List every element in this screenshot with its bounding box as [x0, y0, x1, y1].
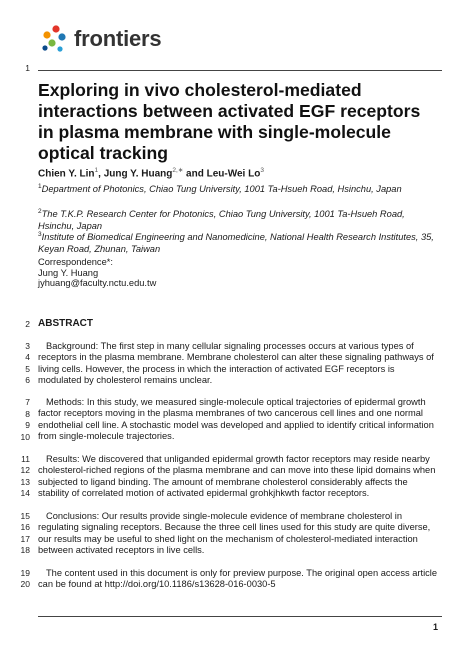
page-number: 1 [432, 622, 438, 632]
frontiers-logo [40, 22, 161, 56]
footer-rule [38, 616, 442, 617]
abstract-heading: ABSTRACT [38, 318, 93, 329]
line-number: 14 [20, 488, 30, 498]
affiliation-text: The T.K.P. Research Center for Photonics, Chiao Tung University, 1001 Ta-Hsueh Road, Hsinchu, Japan [38, 209, 405, 232]
paper-title: Exploring in vivo cholesterol-mediated interactions between activated EGF receptors in plasma membrane with single-molecule optical tracking [38, 80, 421, 163]
line-number: 7 [25, 397, 30, 407]
line-number: 6 [25, 375, 30, 385]
author-name: Leu-Wei Lo [206, 168, 261, 180]
line-number: 4 [25, 352, 30, 362]
abstract-background-text: Background: The first step in many cellular signaling processes occurs at various types of receptors in the plasma membrane. Membrane cholesterol can alter these signaling pathways of living cells. However, the process in which the interaction of activated EGF receptors is modulated by cholesterol remains unclear. [38, 341, 434, 386]
author-affil-mark: 1 [94, 167, 99, 174]
author-separator: , [98, 168, 104, 180]
abstract-conclusions [38, 511, 438, 557]
correspondence-block [38, 257, 156, 289]
affiliation-mark: 2 [38, 208, 42, 215]
preview-note [38, 568, 438, 591]
abstract-results-text: Results: We discovered that unliganded epidermal growth factor receptors may reside nearby cholesterol-riched regions of the plasma membrane and can move into these lipid domains when subjected to ligand binding. The amount of membrane cholesterol considerably affects the stability of correlated motion of activated epidermal grohkjhkwth factor receptors. [38, 454, 436, 499]
abstract-methods-text: Methods: In this study, we measured single-molecule optical trajectories of epidermal growth factor receptors moving in the plasma membranes of two cancerous cell lines and one normal endothelial cell line. A stochastic model was developed and applied to identify critical information from single-molecule trajectories. [38, 397, 434, 442]
affiliation [38, 229, 438, 255]
line-number: 12 [20, 465, 30, 475]
abstract-results [38, 454, 438, 500]
line-number: 18 [20, 545, 30, 555]
author-affil-mark: 3 [260, 167, 264, 174]
frontiers-dots-icon [40, 24, 70, 54]
line-number: 10 [20, 432, 30, 442]
line-number: 5 [25, 364, 30, 374]
author-name: Jung Y. Huang [103, 168, 173, 180]
logo-wordmark: frontiers [74, 26, 162, 51]
header-rule [38, 70, 442, 71]
correspondence-name: Jung Y. Huang [38, 267, 99, 278]
line-number: 9 [25, 420, 30, 430]
affiliation-mark: 3 [38, 231, 42, 238]
correspondence-email[interactable]: jyhuang@faculty.nctu.edu.tw [38, 278, 157, 288]
line-number: 11 [21, 454, 30, 464]
line-number: 8 [25, 409, 30, 419]
author-affil-mark: 2,∗ [172, 167, 184, 174]
line-number: 2 [25, 319, 30, 329]
author-separator: and [183, 168, 207, 180]
affiliation [38, 181, 438, 195]
author-list [38, 166, 264, 179]
line-number: 20 [20, 579, 30, 589]
line-number: 16 [20, 522, 30, 532]
line-number: 15 [20, 511, 30, 521]
affiliation-text: Institute of Biomedical Engineering and Nanomedicine, National Health Research Institutes, 35, Keyan Road, Zhunan, Taiwan [38, 232, 434, 255]
affiliation-text: Department of Photonics, Chiao Tung University, 1001 Ta-Hsueh Road, Hsinchu, Japan [41, 184, 402, 195]
preview-note-text: The content used in this document is only for preview purpose. The original open access article can be found at http://doi.org/10.1186/s13628-016-0030-5 [38, 568, 438, 590]
affiliation-mark: 1 [38, 183, 42, 190]
author-name: Chien Y. Lin [38, 168, 95, 180]
abstract-background [38, 341, 438, 387]
abstract-conclusions-text: Conclusions: Our results provide single-molecule evidence of membrane cholesterol in regulating signaling receptors. Because the three cell lines used for this study are quite diverse, our results may be useful to shed light on the mechanism of cholesterol-mediated interaction between activated receptors in live cells. [38, 511, 431, 556]
correspondence-label: Correspondence*: [38, 257, 113, 267]
line-number: 13 [20, 477, 30, 487]
line-number: 19 [20, 568, 30, 578]
line-number: 17 [20, 534, 30, 544]
abstract-methods [38, 397, 438, 443]
line-number: 1 [25, 63, 30, 73]
line-number: 3 [25, 341, 30, 351]
